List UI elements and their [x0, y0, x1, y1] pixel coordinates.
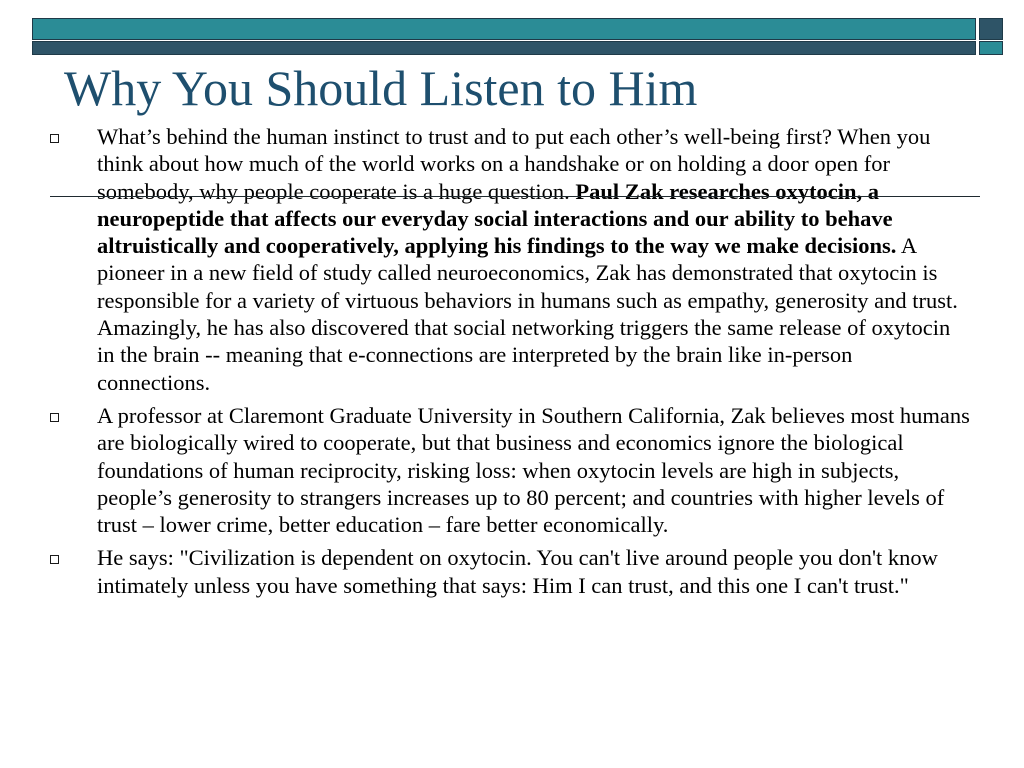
header-decor-bar	[32, 18, 976, 54]
bullet-item	[40, 123, 970, 396]
bullet-text: He says: "Civilization is dependent on oxytocin. You can't live around people you don't know intimately unless you have something that says: Him I can trust, and this one I can't trust."	[97, 545, 938, 598]
bullet-bold-text: Paul Zak researches oxytocin, a neuropeptide that affects our everyday social interactions and our ability to behave altruistically and cooperatively, applying his findings to the way we make decisions.	[97, 178, 897, 259]
bullet-text: What’s behind the human instinct to trust and to put each other’s well-being first? When you think about how much of the world works on a handshake or on holding a door open for somebody, why people cooperate is a huge question.	[97, 124, 931, 204]
bullet-item	[40, 402, 970, 538]
hollow-square-bullet-icon	[50, 413, 59, 422]
header-bar-upper	[32, 18, 976, 40]
bullet-item	[40, 544, 970, 599]
hollow-square-bullet-icon	[50, 134, 59, 143]
bullet-text: A professor at Claremont Graduate University in Southern California, Zak believes most humans are biologically wired to cooperate, but that business and economics ignore the biological foundations of human reciprocity, risking loss: when oxytocin levels are high in subjects, people’s generosity to strangers increases up to 80 percent; and countries with higher levels of trust – lower crime, better education – fare better economically.	[97, 402, 970, 538]
header-bar-lower	[32, 41, 976, 55]
corner-block-upper	[979, 18, 1003, 40]
title-underline	[50, 196, 980, 197]
bullet-text-continued: A pioneer in a new field of study called neuroeconomics, Zak has demonstrated that oxytocin is responsible for a variety of virtuous behaviors in humans such as empathy, generosity and trust. Amazingly, he has also discovered that social networking triggers the same release of oxytocin in the brain -- meaning that e-connections are interpreted by the brain like in-person connections.	[97, 233, 958, 395]
corner-block-lower	[979, 41, 1003, 55]
hollow-square-bullet-icon	[50, 555, 59, 564]
slide-title: Why You Should Listen to Him	[64, 60, 698, 116]
